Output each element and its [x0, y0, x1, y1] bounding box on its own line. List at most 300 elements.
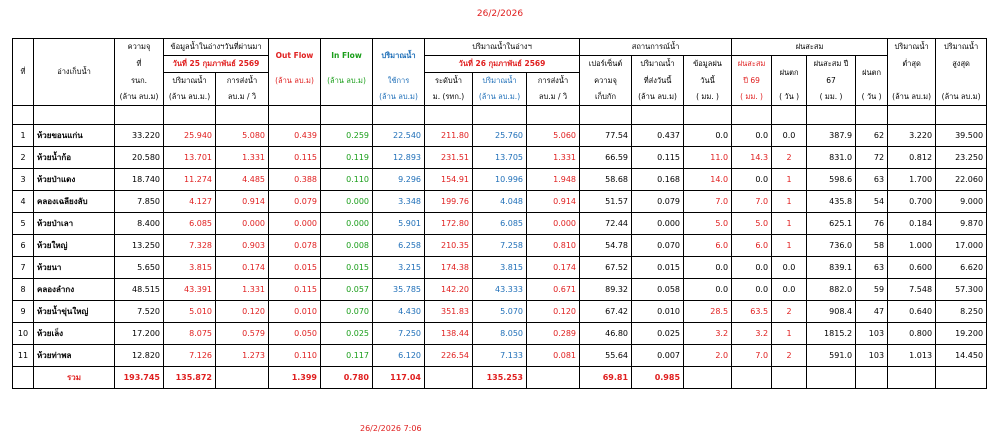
total-in: 0.780: [321, 367, 373, 389]
cell-in: 0.008: [321, 235, 373, 257]
cell-lvl: 172.80: [425, 213, 473, 235]
header-usable-3: (ล้าน ลบ.ม): [373, 89, 425, 106]
cell-prel: 0.579: [216, 323, 269, 345]
cell-prel: 5.080: [216, 125, 269, 147]
cell-cap: 17.200: [115, 323, 164, 345]
cell-pct: 72.44: [580, 213, 632, 235]
header-min-3: [888, 73, 936, 90]
cell-name: ห้วยเล็ง: [34, 323, 115, 345]
cell-min: 1.000: [888, 235, 936, 257]
header-prev-group: ข้อมูลน้ำในอ่างฯวันที่ผ่านมา: [164, 39, 269, 56]
table-row: [13, 213, 987, 235]
cell-use: 5.901: [373, 213, 425, 235]
cell-in: 0.117: [321, 345, 373, 367]
cell-use: 12.893: [373, 147, 425, 169]
total-pvol: 135.872: [164, 367, 216, 389]
cell-trel: 0.115: [632, 147, 684, 169]
cell-out: 0.015: [269, 257, 321, 279]
cell-name: คลองลำกง: [34, 279, 115, 301]
cell-d69: 0.0: [772, 125, 807, 147]
cell-trel: 0.070: [632, 235, 684, 257]
cell-min: 0.812: [888, 147, 936, 169]
table-row: [13, 147, 987, 169]
cell-max: 8.250: [936, 301, 987, 323]
cell-no: 9: [13, 301, 34, 323]
cell-pvol: 7.328: [164, 235, 216, 257]
cell-r67: 908.4: [807, 301, 856, 323]
cell-d67: 103: [856, 345, 888, 367]
cell-max: 14.450: [936, 345, 987, 367]
cell-d69: 2: [772, 345, 807, 367]
cell-rain: 3.2: [684, 323, 732, 345]
cell-rel: 1.331: [527, 147, 580, 169]
cell-r67: 435.8: [807, 191, 856, 213]
cell-in: 0.110: [321, 169, 373, 191]
header-pct-1: เปอร์เซ็นต์: [580, 56, 632, 73]
header-prev-volume-2: (ล้าน ลบ.ม.): [164, 89, 216, 106]
cell-r69: 0.0: [732, 169, 772, 191]
header-max-2: สูงสุด: [936, 56, 987, 73]
cell-pct: 77.54: [580, 125, 632, 147]
cell-vol: 7.133: [473, 345, 527, 367]
cell-rain: 6.0: [684, 235, 732, 257]
cell-in: 0.000: [321, 213, 373, 235]
cell-lvl: 351.83: [425, 301, 473, 323]
cell-use: 7.250: [373, 323, 425, 345]
cell-trel: 0.437: [632, 125, 684, 147]
cell-pct: 67.42: [580, 301, 632, 323]
cell-d67: 62: [856, 125, 888, 147]
cell-lvl: 211.80: [425, 125, 473, 147]
cell-pct: 58.68: [580, 169, 632, 191]
cell-cap: 48.515: [115, 279, 164, 301]
cell-rain: 0.0: [684, 279, 732, 301]
cell-cap: 33.220: [115, 125, 164, 147]
cell-pvol: 6.085: [164, 213, 216, 235]
cell-min: 0.184: [888, 213, 936, 235]
cell-in: 0.070: [321, 301, 373, 323]
table-row: [13, 323, 987, 345]
cell-max: 57.300: [936, 279, 987, 301]
blank-row: [13, 106, 987, 125]
header-volume-2: (ล้าน ลบ.ม.): [473, 89, 527, 106]
cell-lvl: 138.44: [425, 323, 473, 345]
cell-vol: 10.996: [473, 169, 527, 191]
table-row: [13, 345, 987, 367]
header-today-release-1: ปริมาณน้ำ: [632, 56, 684, 73]
cell-no: 5: [13, 213, 34, 235]
cell-r69: 0.0: [732, 125, 772, 147]
total-blank: [13, 367, 34, 389]
cell-trel: 0.007: [632, 345, 684, 367]
table-row: [13, 169, 987, 191]
cell-max: 6.620: [936, 257, 987, 279]
cell-prel: 0.174: [216, 257, 269, 279]
cell-r67: 839.1: [807, 257, 856, 279]
cell-rel: 0.914: [527, 191, 580, 213]
cell-rain: 5.0: [684, 213, 732, 235]
cell-rel: 1.948: [527, 169, 580, 191]
header-no: ที่: [13, 39, 34, 106]
cell-use: 35.785: [373, 279, 425, 301]
table-row: [13, 235, 987, 257]
cell-pvol: 4.127: [164, 191, 216, 213]
cell-vol: 8.050: [473, 323, 527, 345]
header-pct-3: เก็บกัก: [580, 89, 632, 106]
table-header: [13, 39, 987, 106]
cell-out: 0.115: [269, 279, 321, 301]
header-current-group: ปริมาณน้ำในอ่างฯ: [425, 39, 580, 56]
cell-no: 10: [13, 323, 34, 345]
cell-name: ห้วยนา: [34, 257, 115, 279]
header-outflow-blank: [269, 89, 321, 106]
cell-name: ห้วยใหญ่: [34, 235, 115, 257]
cell-d67: 54: [856, 191, 888, 213]
cell-out: 0.050: [269, 323, 321, 345]
table-row: [13, 257, 987, 279]
cell-r69: 5.0: [732, 213, 772, 235]
header-status-group: สถานการณ์น้ำ: [580, 39, 732, 56]
cell-cap: 7.520: [115, 301, 164, 323]
cell-lvl: 226.54: [425, 345, 473, 367]
cell-trel: 0.025: [632, 323, 684, 345]
cell-r67: 598.6: [807, 169, 856, 191]
cell-use: 6.258: [373, 235, 425, 257]
cell-rain: 11.0: [684, 147, 732, 169]
total-pct: 69.81: [580, 367, 632, 389]
table-row: [13, 191, 987, 213]
header-rain67-1: ฝนสะสม ปี: [807, 56, 856, 73]
cell-out: 0.010: [269, 301, 321, 323]
header-usable-2: ใช้การ: [373, 73, 425, 90]
cell-r67: 1815.2: [807, 323, 856, 345]
cell-r69: 14.3: [732, 147, 772, 169]
cell-pvol: 11.274: [164, 169, 216, 191]
cell-out: 0.078: [269, 235, 321, 257]
header-rain-group: ฝนสะสม: [732, 39, 888, 56]
header-usable-1: ปริมาณน้ำ: [373, 39, 425, 73]
header-prev-volume-1: ปริมาณน้ำ: [164, 73, 216, 90]
cell-cap: 13.250: [115, 235, 164, 257]
cell-min: 3.220: [888, 125, 936, 147]
cell-prel: 4.485: [216, 169, 269, 191]
header-current-date: วันที่ 26 กุมภาพันธ์ 2569: [425, 56, 580, 73]
header-raindays69-2: ( วัน ): [772, 89, 807, 106]
cell-pct: 66.59: [580, 147, 632, 169]
total-label: รวม: [34, 367, 115, 389]
cell-max: 17.000: [936, 235, 987, 257]
cell-trel: 0.058: [632, 279, 684, 301]
cell-r67: 591.0: [807, 345, 856, 367]
cell-name: คลองเฉลียงลับ: [34, 191, 115, 213]
cell-r67: 387.9: [807, 125, 856, 147]
cell-in: 0.057: [321, 279, 373, 301]
cell-cap: 5.650: [115, 257, 164, 279]
header-raindays69-1: ฝนตก: [772, 56, 807, 90]
cell-out: 0.115: [269, 147, 321, 169]
cell-r67: 736.0: [807, 235, 856, 257]
reservoir-table: [12, 38, 987, 389]
header-prev-release-2: ลบ.ม / วิ: [216, 89, 269, 106]
cell-pvol: 43.391: [164, 279, 216, 301]
cell-min: 1.700: [888, 169, 936, 191]
cell-pvol: 25.940: [164, 125, 216, 147]
cell-cap: 12.820: [115, 345, 164, 367]
cell-d67: 47: [856, 301, 888, 323]
cell-max: 9.000: [936, 191, 987, 213]
cell-pct: 89.32: [580, 279, 632, 301]
header-max-unit: (ล้าน ลบ.ม): [936, 89, 987, 106]
header-capacity-3: รนก.: [115, 73, 164, 90]
cell-cap: 20.580: [115, 147, 164, 169]
header-release-1: การส่งน้ำ: [527, 73, 580, 90]
cell-trel: 0.015: [632, 257, 684, 279]
cell-max: 19.200: [936, 323, 987, 345]
cell-d67: 63: [856, 169, 888, 191]
cell-prel: 1.273: [216, 345, 269, 367]
cell-pct: 54.78: [580, 235, 632, 257]
cell-d67: 72: [856, 147, 888, 169]
header-max-1: ปริมาณน้ำ: [936, 39, 987, 56]
cell-prel: 0.903: [216, 235, 269, 257]
total-vol: 135.253: [473, 367, 527, 389]
cell-no: 3: [13, 169, 34, 191]
cell-d69: 2: [772, 147, 807, 169]
cell-rain: 0.0: [684, 257, 732, 279]
header-capacity-2: ที่: [115, 56, 164, 73]
total-blank: [807, 367, 856, 389]
total-blank: [216, 367, 269, 389]
header-min-1: ปริมาณน้ำ: [888, 39, 936, 56]
cell-d69: 1: [772, 323, 807, 345]
cell-d69: 0.0: [772, 279, 807, 301]
header-reservoir: อ่างเก็บน้ำ: [34, 39, 115, 106]
cell-pvol: 5.010: [164, 301, 216, 323]
header-rain-today-1: ข้อมูลฝน: [684, 56, 732, 73]
total-blank: [684, 367, 732, 389]
cell-rain: 14.0: [684, 169, 732, 191]
cell-min: 0.640: [888, 301, 936, 323]
cell-vol: 43.333: [473, 279, 527, 301]
header-min-unit: (ล้าน ลบ.ม): [888, 89, 936, 106]
cell-no: 1: [13, 125, 34, 147]
cell-vol: 4.048: [473, 191, 527, 213]
cell-r67: 625.1: [807, 213, 856, 235]
cell-r69: 0.0: [732, 257, 772, 279]
total-blank: [936, 367, 987, 389]
cell-min: 7.548: [888, 279, 936, 301]
header-rain69-3: ( มม. ): [732, 89, 772, 106]
cell-use: 3.215: [373, 257, 425, 279]
header-prev-release-1: การส่งน้ำ: [216, 73, 269, 90]
cell-rel: 0.081: [527, 345, 580, 367]
cell-name: ห้วยท่าพล: [34, 345, 115, 367]
total-blank: [888, 367, 936, 389]
cell-in: 0.259: [321, 125, 373, 147]
table-row: [13, 279, 987, 301]
header-volume-1: ปริมาณน้ำ: [473, 73, 527, 90]
cell-r69: 7.0: [732, 191, 772, 213]
cell-use: 22.540: [373, 125, 425, 147]
cell-lvl: 174.38: [425, 257, 473, 279]
header-max-3: [936, 73, 987, 90]
cell-name: ห้วยป่าเลา: [34, 213, 115, 235]
cell-no: 11: [13, 345, 34, 367]
cell-d67: 63: [856, 257, 888, 279]
header-raindays67-2: ( วัน ): [856, 89, 888, 106]
cell-vol: 7.258: [473, 235, 527, 257]
header-rain69-1: ฝนสะสม: [732, 56, 772, 73]
cell-use: 6.120: [373, 345, 425, 367]
cell-rain: 7.0: [684, 191, 732, 213]
cell-vol: 5.070: [473, 301, 527, 323]
cell-in: 0.015: [321, 257, 373, 279]
cell-r67: 882.0: [807, 279, 856, 301]
cell-cap: 7.850: [115, 191, 164, 213]
total-blank: [425, 367, 473, 389]
total-cap: 193.745: [115, 367, 164, 389]
header-capacity-4: (ล้าน ลบ.ม): [115, 89, 164, 106]
header-raindays67-1: ฝนตก: [856, 56, 888, 90]
header-inflow-unit: (ล้าน ลบ.ม): [321, 73, 373, 90]
table-row: [13, 301, 987, 323]
cell-r69: 7.0: [732, 345, 772, 367]
cell-r69: 63.5: [732, 301, 772, 323]
header-rain69-2: ปี 69: [732, 73, 772, 90]
cell-name: ห้วยน้ำก้อ: [34, 147, 115, 169]
cell-prel: 1.331: [216, 147, 269, 169]
header-inflow: In Flow: [321, 39, 373, 73]
cell-d67: 76: [856, 213, 888, 235]
cell-no: 6: [13, 235, 34, 257]
header-rain-today-3: ( มม. ): [684, 89, 732, 106]
header-level-2: ม. (รทก.): [425, 89, 473, 106]
header-today-release-3: (ล้าน ลบ.ม): [632, 89, 684, 106]
cell-out: 0.439: [269, 125, 321, 147]
cell-max: 23.250: [936, 147, 987, 169]
cell-cap: 8.400: [115, 213, 164, 235]
cell-d67: 103: [856, 323, 888, 345]
cell-lvl: 142.20: [425, 279, 473, 301]
cell-no: 7: [13, 257, 34, 279]
header-pct-2: ความจุ: [580, 73, 632, 90]
header-rain-today-2: วันนี้: [684, 73, 732, 90]
cell-out: 0.079: [269, 191, 321, 213]
cell-rel: 0.671: [527, 279, 580, 301]
header-rain67-2: 67: [807, 73, 856, 90]
cell-pvol: 3.815: [164, 257, 216, 279]
cell-no: 4: [13, 191, 34, 213]
header-rain67-3: ( มม. ): [807, 89, 856, 106]
cell-in: 0.119: [321, 147, 373, 169]
header-min-2: ต่ำสุด: [888, 56, 936, 73]
cell-name: ห้วยป่าแดง: [34, 169, 115, 191]
cell-rel: 0.120: [527, 301, 580, 323]
cell-lvl: 199.76: [425, 191, 473, 213]
total-blank: [527, 367, 580, 389]
cell-rain: 28.5: [684, 301, 732, 323]
header-capacity-1: ความจุ: [115, 39, 164, 56]
total-blank: [772, 367, 807, 389]
cell-pvol: 13.701: [164, 147, 216, 169]
cell-vol: 3.815: [473, 257, 527, 279]
cell-r67: 831.0: [807, 147, 856, 169]
cell-lvl: 231.51: [425, 147, 473, 169]
cell-prel: 1.331: [216, 279, 269, 301]
cell-vol: 6.085: [473, 213, 527, 235]
cell-use: 4.430: [373, 301, 425, 323]
cell-vol: 13.705: [473, 147, 527, 169]
cell-d69: 1: [772, 213, 807, 235]
cell-trel: 0.168: [632, 169, 684, 191]
cell-d67: 58: [856, 235, 888, 257]
cell-out: 0.110: [269, 345, 321, 367]
cell-no: 8: [13, 279, 34, 301]
cell-vol: 25.760: [473, 125, 527, 147]
header-prev-date: วันที่ 25 กุมภาพันธ์ 2569: [164, 56, 269, 73]
cell-rel: 0.174: [527, 257, 580, 279]
cell-prel: 0.000: [216, 213, 269, 235]
cell-pct: 55.64: [580, 345, 632, 367]
cell-use: 3.348: [373, 191, 425, 213]
cell-trel: 0.000: [632, 213, 684, 235]
cell-prel: 0.120: [216, 301, 269, 323]
cell-pct: 67.52: [580, 257, 632, 279]
header-inflow-blank: [321, 89, 373, 106]
cell-out: 0.388: [269, 169, 321, 191]
total-out: 1.399: [269, 367, 321, 389]
cell-out: 0.000: [269, 213, 321, 235]
footer-timestamp: 26/2/2026 7:06: [360, 424, 422, 433]
table-row: [13, 125, 987, 147]
table-body: [13, 106, 987, 389]
report-date: 26/2/2026: [476, 9, 524, 19]
header-outflow: Out Flow: [269, 39, 321, 73]
total-row: [13, 367, 987, 389]
cell-rel: 5.060: [527, 125, 580, 147]
cell-max: 9.870: [936, 213, 987, 235]
cell-in: 0.025: [321, 323, 373, 345]
cell-use: 9.296: [373, 169, 425, 191]
total-use: 117.04: [373, 367, 425, 389]
cell-lvl: 154.91: [425, 169, 473, 191]
cell-in: 0.000: [321, 191, 373, 213]
cell-rain: 0.0: [684, 125, 732, 147]
cell-d69: 1: [772, 235, 807, 257]
total-trel: 0.985: [632, 367, 684, 389]
cell-rel: 0.289: [527, 323, 580, 345]
cell-pvol: 7.126: [164, 345, 216, 367]
cell-rain: 2.0: [684, 345, 732, 367]
cell-trel: 0.079: [632, 191, 684, 213]
cell-rel: 0.810: [527, 235, 580, 257]
cell-r69: 6.0: [732, 235, 772, 257]
cell-name: ห้วยน้ำขุ่นใหญ่: [34, 301, 115, 323]
cell-min: 0.600: [888, 257, 936, 279]
cell-d67: 59: [856, 279, 888, 301]
cell-d69: 2: [772, 301, 807, 323]
cell-prel: 0.914: [216, 191, 269, 213]
cell-d69: 0.0: [772, 257, 807, 279]
cell-pct: 51.57: [580, 191, 632, 213]
header-today-release-2: ที่ส่งวันนี้: [632, 73, 684, 90]
cell-trel: 0.010: [632, 301, 684, 323]
cell-d69: 1: [772, 191, 807, 213]
cell-pct: 46.80: [580, 323, 632, 345]
cell-max: 39.500: [936, 125, 987, 147]
cell-lvl: 210.35: [425, 235, 473, 257]
cell-no: 2: [13, 147, 34, 169]
